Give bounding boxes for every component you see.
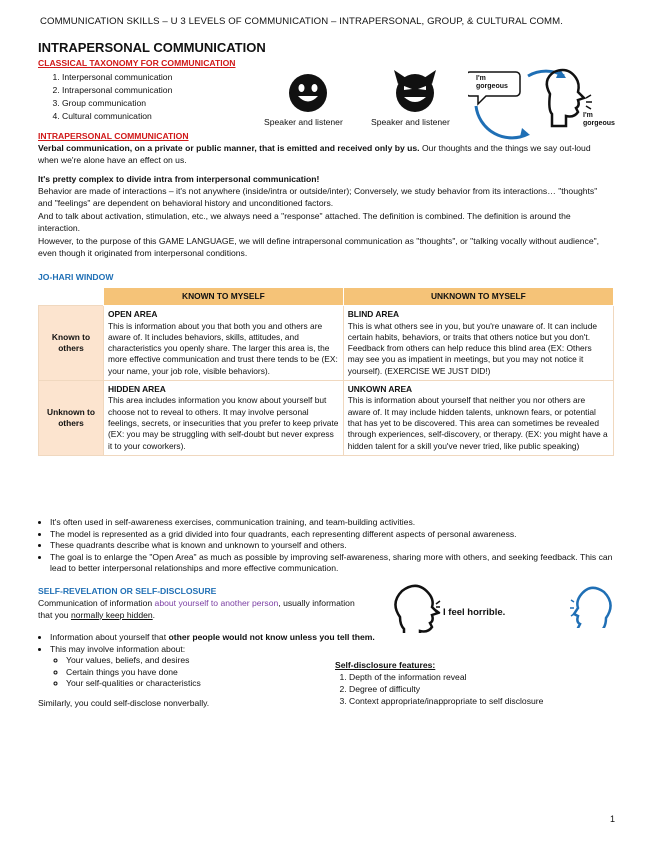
- open-area-text: This is information about you that both you and others are aware of. It includes behaviors, skills, attitudes, and characteristics you openly share. The larger this area is, the more effective communication and trust there tends to be (EX: your name, your job role, visible behaviors).: [108, 320, 338, 376]
- table-corner: [39, 288, 104, 306]
- figure-caption: Speaker and listener: [264, 117, 343, 127]
- blind-area-text: This is what others see in you, but you're unaware of. It can include certain habits, behaviors, or traits that others notice but you don't. Feedback from others can help reduce this blind area (EX: Others may see you as impatient in meetings, but you may not notice it yourself). (EXERCISE WE JUST DID!): [347, 320, 598, 376]
- disclosure-heading: SELF-REVELATION OR SELF-DISCLOSURE: [38, 586, 217, 596]
- head-speaking-icon: [386, 583, 442, 633]
- list-item: 1. Depth of the information reveal: [349, 671, 625, 683]
- speech-text: I'm gorgeous: [583, 112, 615, 127]
- johari-heading: JO-HARI WINDOW: [38, 272, 114, 282]
- page-title: INTRAPERSONAL COMMUNICATION: [38, 40, 266, 55]
- taxonomy-list: [38, 71, 172, 123]
- text-span: Communication of information: [38, 598, 155, 608]
- list-item: • The goal is to enlarge the "Open Area" as much as possible by improving self-awareness, sharing more with others, and seeking feedback. This can lead to better interpersonal relationships and more effective communication.: [50, 552, 630, 575]
- intra-heading: INTRAPERSONAL COMMUNICATION: [38, 131, 189, 141]
- open-area-title: OPEN AREA: [108, 309, 158, 320]
- list-item: ◦ Certain things you have done: [66, 667, 470, 679]
- text-span: Information about yourself that: [50, 632, 169, 642]
- head-speaking-blue-icon: [570, 584, 616, 628]
- smiley-face-icon: [288, 73, 328, 113]
- johari-window-table: [38, 287, 614, 456]
- taxonomy-heading: CLASSICAL TAXONOMY FOR COMMUNICATION: [38, 58, 236, 68]
- devil-face-icon: [390, 68, 440, 114]
- unknown-area-cell: [343, 381, 613, 456]
- column-header-known: KNOWN TO MYSELF: [104, 288, 344, 306]
- column-header-unknown: UNKNOWN TO MYSELF: [343, 288, 613, 306]
- list-item: • These quadrants describe what is known and unknown to yourself and others.: [50, 540, 630, 552]
- list-item: [50, 632, 470, 644]
- paragraph: However, to the purpose of this GAME LANGUAGE, we will define intrapersonal communication as "thoughts", or "talking vocally without audience", even though it originated from interpersonal conditions.: [38, 236, 600, 258]
- list-item: 1. Interpersonal communication: [62, 71, 172, 84]
- list-item: 4. Cultural communication: [62, 110, 172, 123]
- blind-area-cell: [343, 306, 613, 381]
- page-number: 1: [609, 814, 615, 824]
- hidden-area-title: HIDDEN AREA: [108, 384, 166, 395]
- hidden-area-text: This area includes information you know about yourself but choose not to reveal to others. It may involve personal feelings, secrets, or insecurities that you prefer to keep private (EX: you may be struggling with self-doubt but never express it to your coworkers).: [108, 395, 339, 451]
- figure-caption: Speaker and listener: [371, 117, 450, 127]
- row-header-known: Known to others: [39, 306, 104, 381]
- open-area-cell: [104, 306, 344, 381]
- features-block: [335, 660, 625, 707]
- list-item: 2. Degree of difficulty: [349, 683, 625, 695]
- list-item: 2. Intrapersonal communication: [62, 84, 172, 97]
- definition-rest: Our thoughts and the things we say out-loud when we're alone have an effect on us.: [38, 143, 591, 165]
- list-item: 3. Context appropriate/inappropriate to self disclosure: [349, 695, 625, 707]
- similarly-text: Similarly, you could self-disclose nonverbally.: [38, 698, 210, 708]
- unknown-area-text: This is information about yourself that neither you nor others are aware of. It may include hidden talents, unknown fears, or potential that has yet to be discovered. This area can sometimes be revealed through experiences, self-discovery, or therapy. (EX: you might have a hidden talent for a skill you've never tried, like public speaking): [347, 395, 608, 451]
- paragraph: And to talk about activation, stimulation, etc., we always need a "response" attached. The definition is combined. The definition is around the interaction.: [38, 211, 571, 233]
- bold-span: other people would not know unless you tell them.: [168, 632, 375, 642]
- list-item: ◦ Your values, beliefs, and desires: [66, 655, 470, 667]
- list-item: • It's often used in self-awareness exercises, communication training, and team-building activities.: [50, 517, 630, 529]
- paragraph: Behavior are made of interactions – it's not anywhere (inside/intra or outside/inter); Conversely, we study behavior from its interactions… "thoughts" and "feelings" are dependent on behavioral history and unconditioned factors.: [38, 186, 598, 208]
- list-item: ◦ Your self-qualities or characteristics: [66, 678, 470, 690]
- text-span: .: [152, 609, 156, 620]
- blind-area-title: BLIND AREA: [347, 309, 400, 320]
- hidden-area-cell: [104, 381, 344, 456]
- list-item: • The model is represented as a grid divided into four quadrants, each representing different aspects of personal awareness.: [50, 529, 630, 541]
- text-span: , usually information that you: [38, 598, 355, 620]
- johari-bullets: [38, 517, 630, 575]
- feel-horrible-text: I feel horrible.: [443, 607, 506, 618]
- features-list: [335, 671, 625, 707]
- complex-note: It's pretty complex to divide intra from interpersonal communication!: [38, 174, 320, 184]
- unknown-area-title: UNKOWN AREA: [347, 384, 413, 395]
- underlined-span: normally keep hidden: [70, 609, 153, 620]
- definition-bold: Verbal communication, on a private or public manner, that is emitted and received only by us.: [38, 143, 420, 153]
- row-header-unknown: Unknown to others: [39, 381, 104, 456]
- page-header: COMMUNICATION SKILLS – U 3 LEVELS OF COMMUNICATION – INTRAPERSONAL, GROUP, & CULTURAL COMM.: [40, 16, 563, 27]
- text-span: This may involve information about:: [50, 643, 186, 654]
- thought-bubble-text: I'm gorgeous: [476, 75, 508, 90]
- intra-definition: [38, 143, 608, 166]
- features-heading: Self-disclosure features:: [335, 660, 436, 670]
- disclosure-definition: [38, 598, 368, 621]
- highlight-span: about yourself to another person: [154, 598, 279, 608]
- list-item: 3. Group communication: [62, 97, 172, 110]
